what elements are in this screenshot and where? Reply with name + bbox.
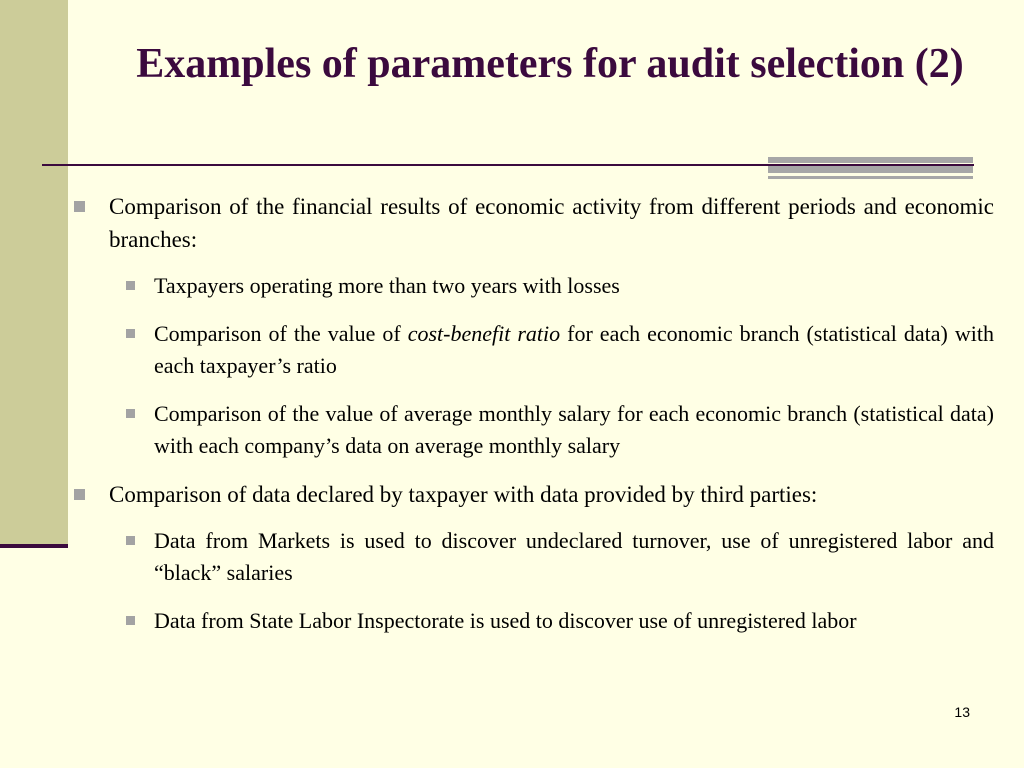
sub-bullet-markets bbox=[74, 525, 994, 589]
bullet-financial-results bbox=[74, 190, 994, 256]
bullet-third-parties bbox=[74, 478, 994, 511]
square-bullet-icon bbox=[74, 489, 85, 500]
square-bullet-icon bbox=[126, 616, 135, 625]
bullet-text: Data from State Labor Inspectorate is used to discover use of unregistered labor bbox=[154, 608, 857, 633]
page-number: 13 bbox=[954, 704, 970, 720]
decorative-sidebar bbox=[0, 0, 68, 545]
square-bullet-icon bbox=[126, 409, 135, 418]
square-bullet-icon bbox=[126, 329, 135, 338]
square-bullet-icon bbox=[74, 201, 85, 212]
slide-content bbox=[74, 190, 994, 653]
bullet-text: Comparison of data declared by taxpayer with data provided by third parties: bbox=[109, 482, 818, 507]
bullet-text: Taxpayers operating more than two years with losses bbox=[154, 273, 620, 298]
title-accent-stripes bbox=[768, 157, 973, 179]
bullet-text-after: for each economic branch (statistical data) with each taxpayer’s ratio bbox=[154, 321, 994, 378]
bullet-text-before: Comparison of the value of bbox=[154, 321, 408, 346]
square-bullet-icon bbox=[126, 281, 135, 290]
sub-bullet-salary bbox=[74, 398, 994, 462]
slide-title: Examples of parameters for audit selection (2) bbox=[136, 41, 964, 87]
bullet-emphasis: cost-benefit ratio bbox=[407, 321, 561, 346]
bullet-text: Comparison of the value of average monthly salary for each economic branch (statistical data) with each company’s data on average monthly salary bbox=[154, 401, 994, 458]
sub-bullet-cost-benefit bbox=[74, 318, 994, 382]
sidebar-underline bbox=[0, 544, 68, 548]
bullet-text: Comparison of the financial results of economic activity from different periods and economic branches: bbox=[109, 194, 994, 252]
bullet-text: Data from Markets is used to discover undeclared turnover, use of unregistered labor and “black” salaries bbox=[154, 528, 994, 585]
square-bullet-icon bbox=[126, 536, 135, 545]
sub-bullet-labor-inspectorate bbox=[74, 605, 994, 637]
sub-bullet-losses bbox=[74, 270, 994, 302]
